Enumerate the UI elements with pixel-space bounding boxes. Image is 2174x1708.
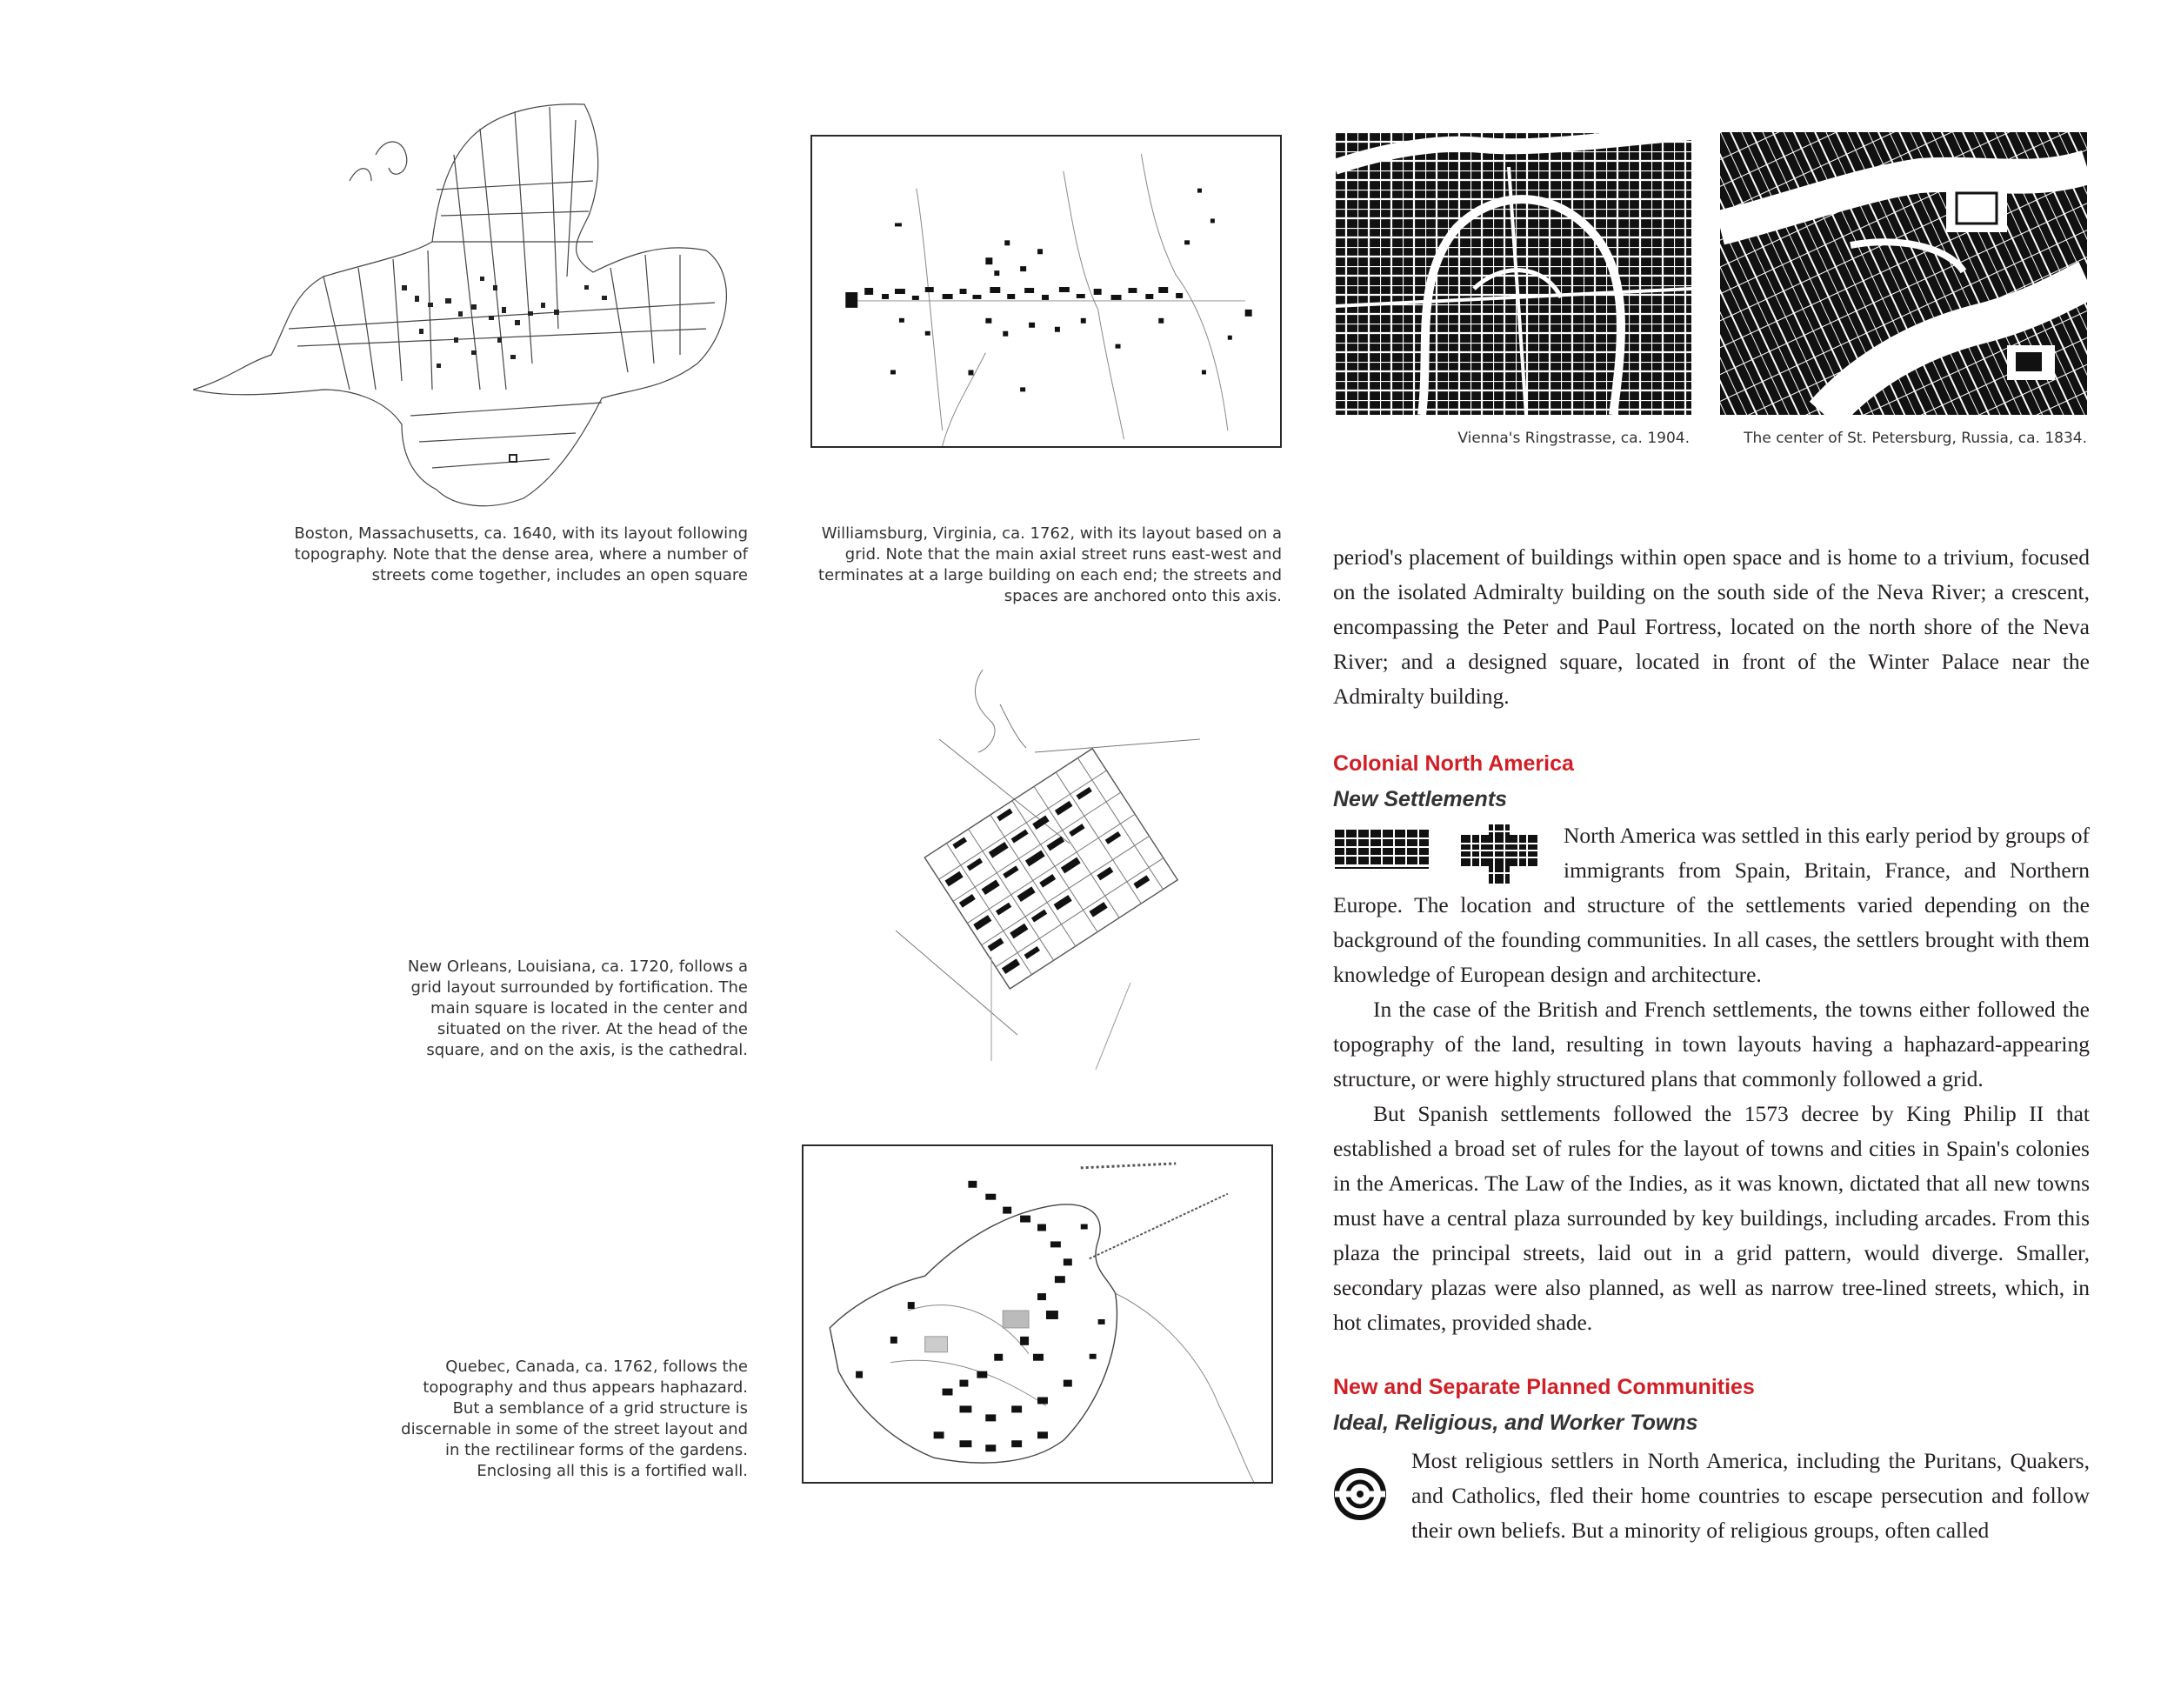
vienna-caption: Vienna's Ringstrasse, ca. 1904. bbox=[1457, 430, 1690, 447]
new-orleans-map bbox=[896, 670, 1209, 1070]
williamsburg-map bbox=[810, 135, 1282, 448]
section1-heading: Colonial North America bbox=[1333, 751, 1574, 776]
section2-heading: New and Separate Planned Communities bbox=[1333, 1375, 1755, 1399]
section1-para3: But Spanish settlements followed the 1573 decree by King Philip II that established a broad set of rules for the layout of towns and cities in Spain's colonies in the Americas. The Law of the Indies, as it was known, dictated that all new towns must have a central plaza surrounded by key buildings, including arcades. From this plaza the principal streets, laid out in a grid pattern, would diverge. Smaller, secondary plazas were also planned, as well as narrow tree-lined streets, which, in hot climates, provided shade. bbox=[1333, 1101, 2090, 1335]
section1-para2: In the case of the British and French settlements, the towns either followed the topography of the land, resulting in town layouts having a haphazard-appearing structure, or were highly structured plans that commonly followed a grid. bbox=[1333, 997, 2090, 1091]
section2-para1: Most religious settlers in North America, including the Puritans, Quakers, and Catholics, fled their home countries to escape persecution and follow their own beliefs. But a minority of religious groups, often called bbox=[1411, 1448, 2090, 1543]
section2-subheading: Ideal, Religious, and Worker Towns bbox=[1333, 1411, 1698, 1435]
st-petersburg-map bbox=[1720, 132, 2087, 415]
vienna-map bbox=[1335, 132, 1691, 415]
boston-map bbox=[193, 103, 758, 511]
boston-caption: Boston, Massachusetts, ca. 1640, with its layout following topography. Note that the dense area, where a number of streets come together, includes an open square bbox=[294, 524, 748, 584]
quebec-map bbox=[802, 1144, 1273, 1484]
st-petersburg-caption: The center of St. Petersburg, Russia, ca. 1834. bbox=[1744, 430, 2087, 447]
quebec-caption: Quebec, Canada, ca. 1762, follows the topography and thus appears haphazard. But a semblance of a grid structure is discernable in some of the street layout and in the rectilinear forms of the gardens. Enclosing all this is a fortified wall. bbox=[401, 1358, 748, 1480]
section1-para1: North America was settled in this early period by groups of immigrants from Spain, Britain, France, and Northern Europe. The location and structure of the settlements varied depending on the background of the founding communities. In all cases, the settlers brought with them knowledge of European design and architecture. bbox=[1333, 823, 2090, 987]
williamsburg-caption: Williamsburg, Virginia, ca. 1762, with its layout based on a grid. Note that the main axial street runs east-west and terminates at a large building on each end; the streets and spaces are anchored onto this axis. bbox=[818, 524, 1282, 605]
intro-paragraph: period's placement of buildings within open space and is home to a trivium, focused on the isolated Admiralty building on the south side of the Neva River; a crescent, encompassing the Peter and Paul Fortress, located on the north shore of the Neva River; and a designed square, located in front of the Winter Palace near the Admiralty building. bbox=[1333, 544, 2090, 709]
section1-subheading: New Settlements bbox=[1333, 787, 1508, 811]
new-orleans-caption: New Orleans, Louisiana, ca. 1720, follows a grid layout surrounded by fortification. The main square is located in the center and situated on the river. At the head of the square, and on the axis, is the cathedral. bbox=[407, 957, 748, 1059]
